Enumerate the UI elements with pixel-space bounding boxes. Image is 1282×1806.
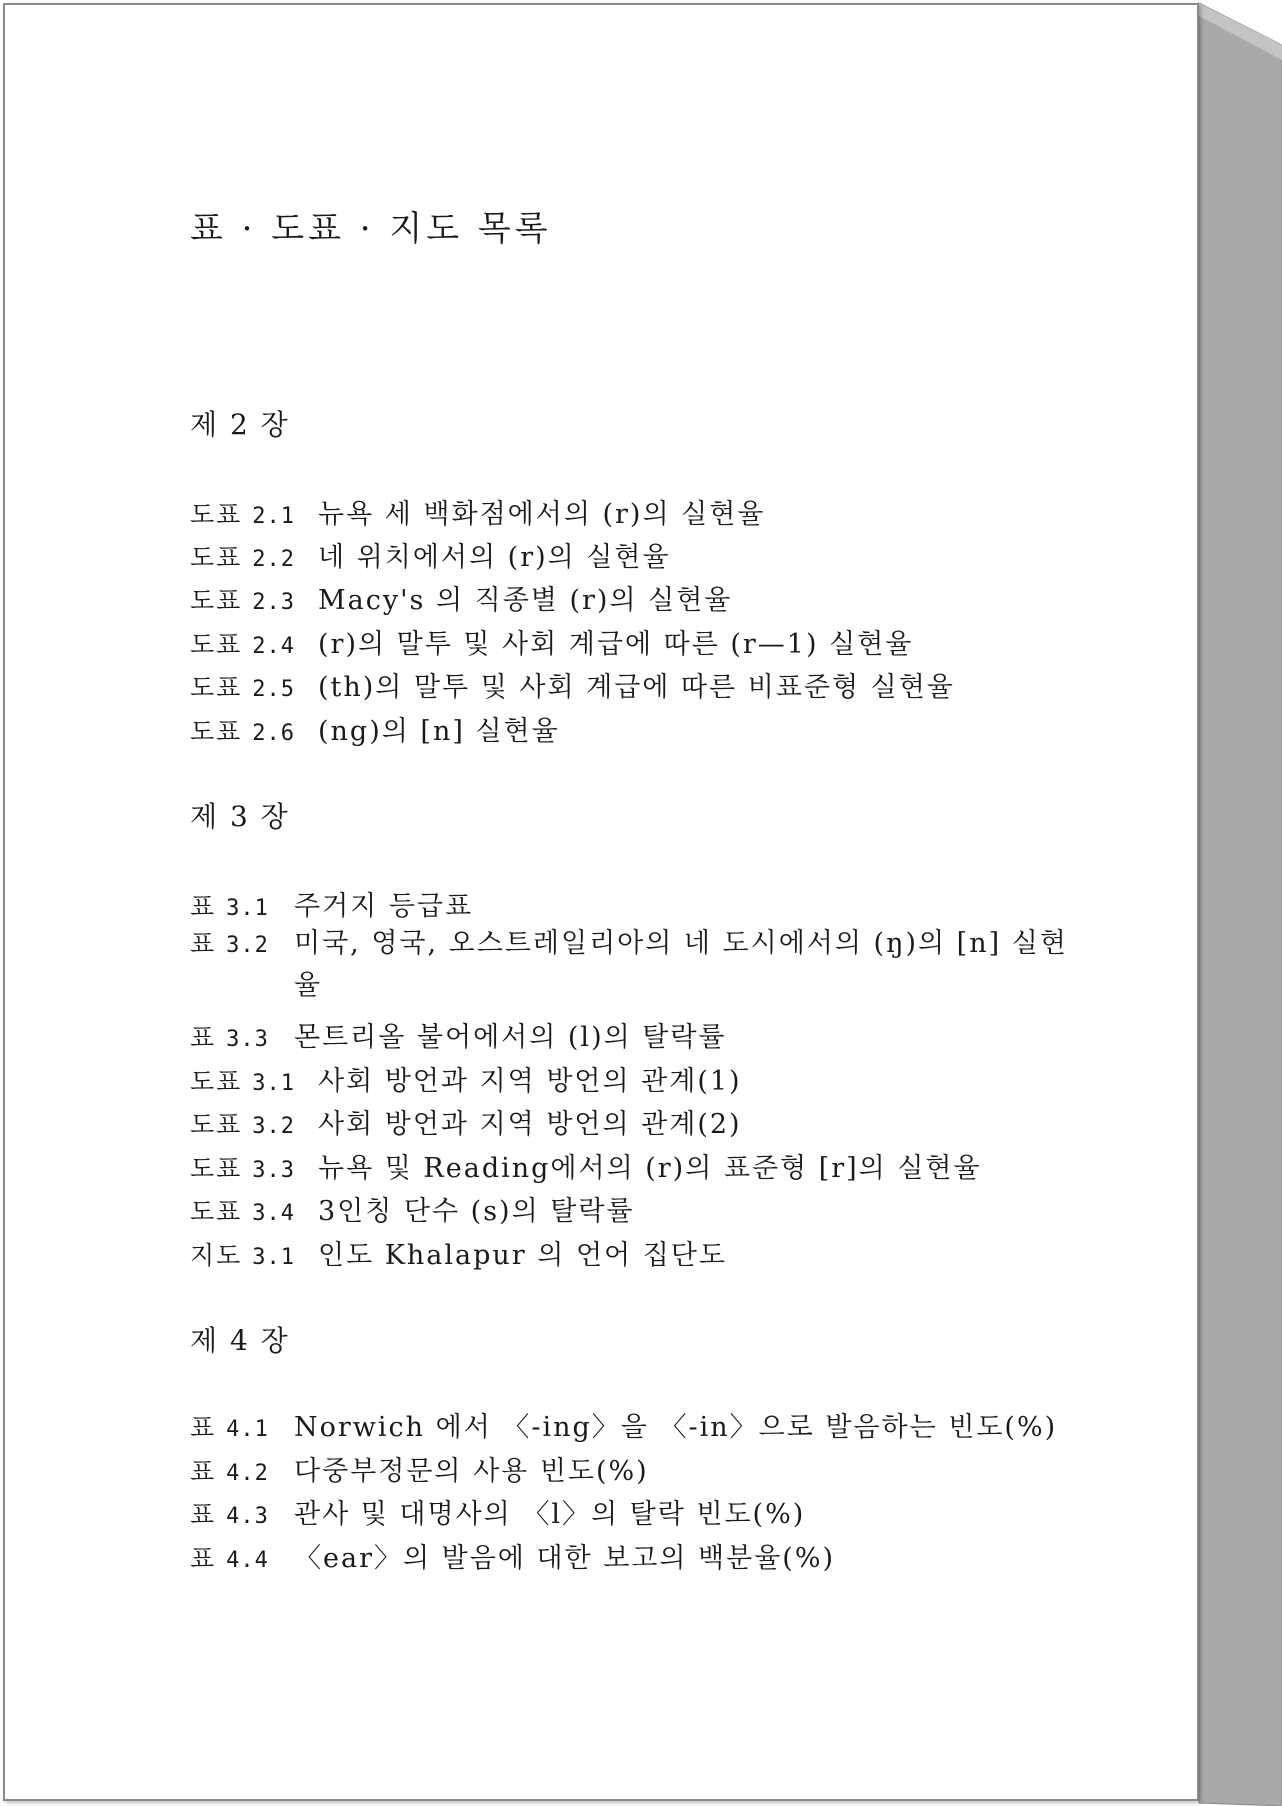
entry-text: (r)의 말투 및 사회 계급에 따른 (r—1) 실현율 [318,629,914,660]
toc-entry[interactable] [190,1189,635,1228]
page-title: 표 · 도표 · 지도 목록 [190,209,552,249]
toc-entry[interactable] [190,923,1084,1007]
entry-label: 도표 2.6 [190,717,296,746]
chapter-heading: 제 4 장 [190,1324,290,1357]
entry-text: (th)의 말투 및 사회 계급에 따른 비표준형 실현율 [318,672,955,703]
toc-entry[interactable] [190,1405,1057,1444]
entry-label: 도표 3.1 [190,1067,296,1096]
entry-label: 표 4.4 [190,1544,269,1573]
entry-text: 다중부정문의 사용 빈도(%) [294,1456,649,1487]
entry-text: 몬트리올 불어에서의 (l)의 탈락률 [294,1022,727,1053]
toc-entry[interactable] [190,884,473,923]
entry-label: 표 3.3 [190,1023,269,1052]
entry-label: 도표 3.4 [190,1197,296,1226]
entry-text: 관사 및 대명사의 〈l〉의 탈락 빈도(%) [294,1499,806,1530]
toc-entry[interactable] [190,1102,742,1141]
entry-label: 표 4.3 [190,1500,269,1529]
toc-entry[interactable] [190,1015,727,1054]
entry-label: 도표 2.3 [190,586,296,615]
entry-text: 인도 Khalapur 의 언어 집단도 [318,1240,727,1271]
entry-label: 도표 3.3 [190,1154,296,1183]
toc-entry[interactable] [190,709,560,748]
entry-text: 미국, 영국, 오스트레일리아의 네 도시에서의 (ŋ)의 [n] 실현율 [294,928,1068,1001]
entry-text: 주거지 등급표 [294,891,474,922]
entry-text: 네 위치에서의 (r)의 실현율 [318,542,671,573]
entry-text: Macy's 의 직종별 (r)의 실현율 [318,585,733,616]
entry-label: 도표 2.2 [190,543,296,572]
entry-label: 도표 2.4 [190,630,296,659]
chapter-heading: 제 3 장 [190,800,290,833]
toc-entry[interactable] [190,1536,835,1575]
entry-label: 도표 2.1 [190,500,296,529]
toc-entry[interactable] [190,1059,742,1098]
toc-entry[interactable] [190,535,671,574]
entry-text: Norwich 에서 〈-ing〉을 〈-in〉으로 발음하는 빈도(%) [294,1412,1058,1443]
entry-label: 표 4.1 [190,1413,269,1442]
entry-label: 도표 2.5 [190,673,296,702]
entry-text: 사회 방언과 지역 방언의 관계(1) [318,1066,742,1097]
toc-entry[interactable] [190,622,913,661]
entry-text: 사회 방언과 지역 방언의 관계(2) [318,1109,742,1140]
entry-label: 표 3.2 [190,929,269,958]
page [3,3,1199,1801]
entry-text: 3인칭 단수 (s)의 탈락률 [318,1196,635,1227]
chapter-heading: 제 2 장 [190,408,290,441]
toc-entry[interactable] [190,492,765,531]
toc-entry[interactable] [190,1146,982,1185]
toc-entry[interactable] [190,665,955,704]
entry-text: (ng)의 [n] 실현율 [318,716,560,747]
entry-label: 표 4.2 [190,1457,269,1486]
toc-entry[interactable] [190,578,732,617]
entry-text: 뉴욕 세 백화점에서의 (r)의 실현율 [318,499,766,530]
entry-label: 표 3.1 [190,892,269,921]
toc-entry[interactable] [190,1492,805,1531]
toc-entry[interactable] [190,1449,649,1488]
entry-text: 뉴욕 및 Reading에서의 (r)의 표준형 [r]의 실현율 [318,1153,982,1184]
toc-entry[interactable] [190,1233,727,1272]
entry-label: 지도 3.1 [190,1241,296,1270]
entry-label: 도표 3.2 [190,1110,296,1139]
entry-text: 〈ear〉의 발음에 대한 보고의 백분율(%) [294,1543,836,1574]
